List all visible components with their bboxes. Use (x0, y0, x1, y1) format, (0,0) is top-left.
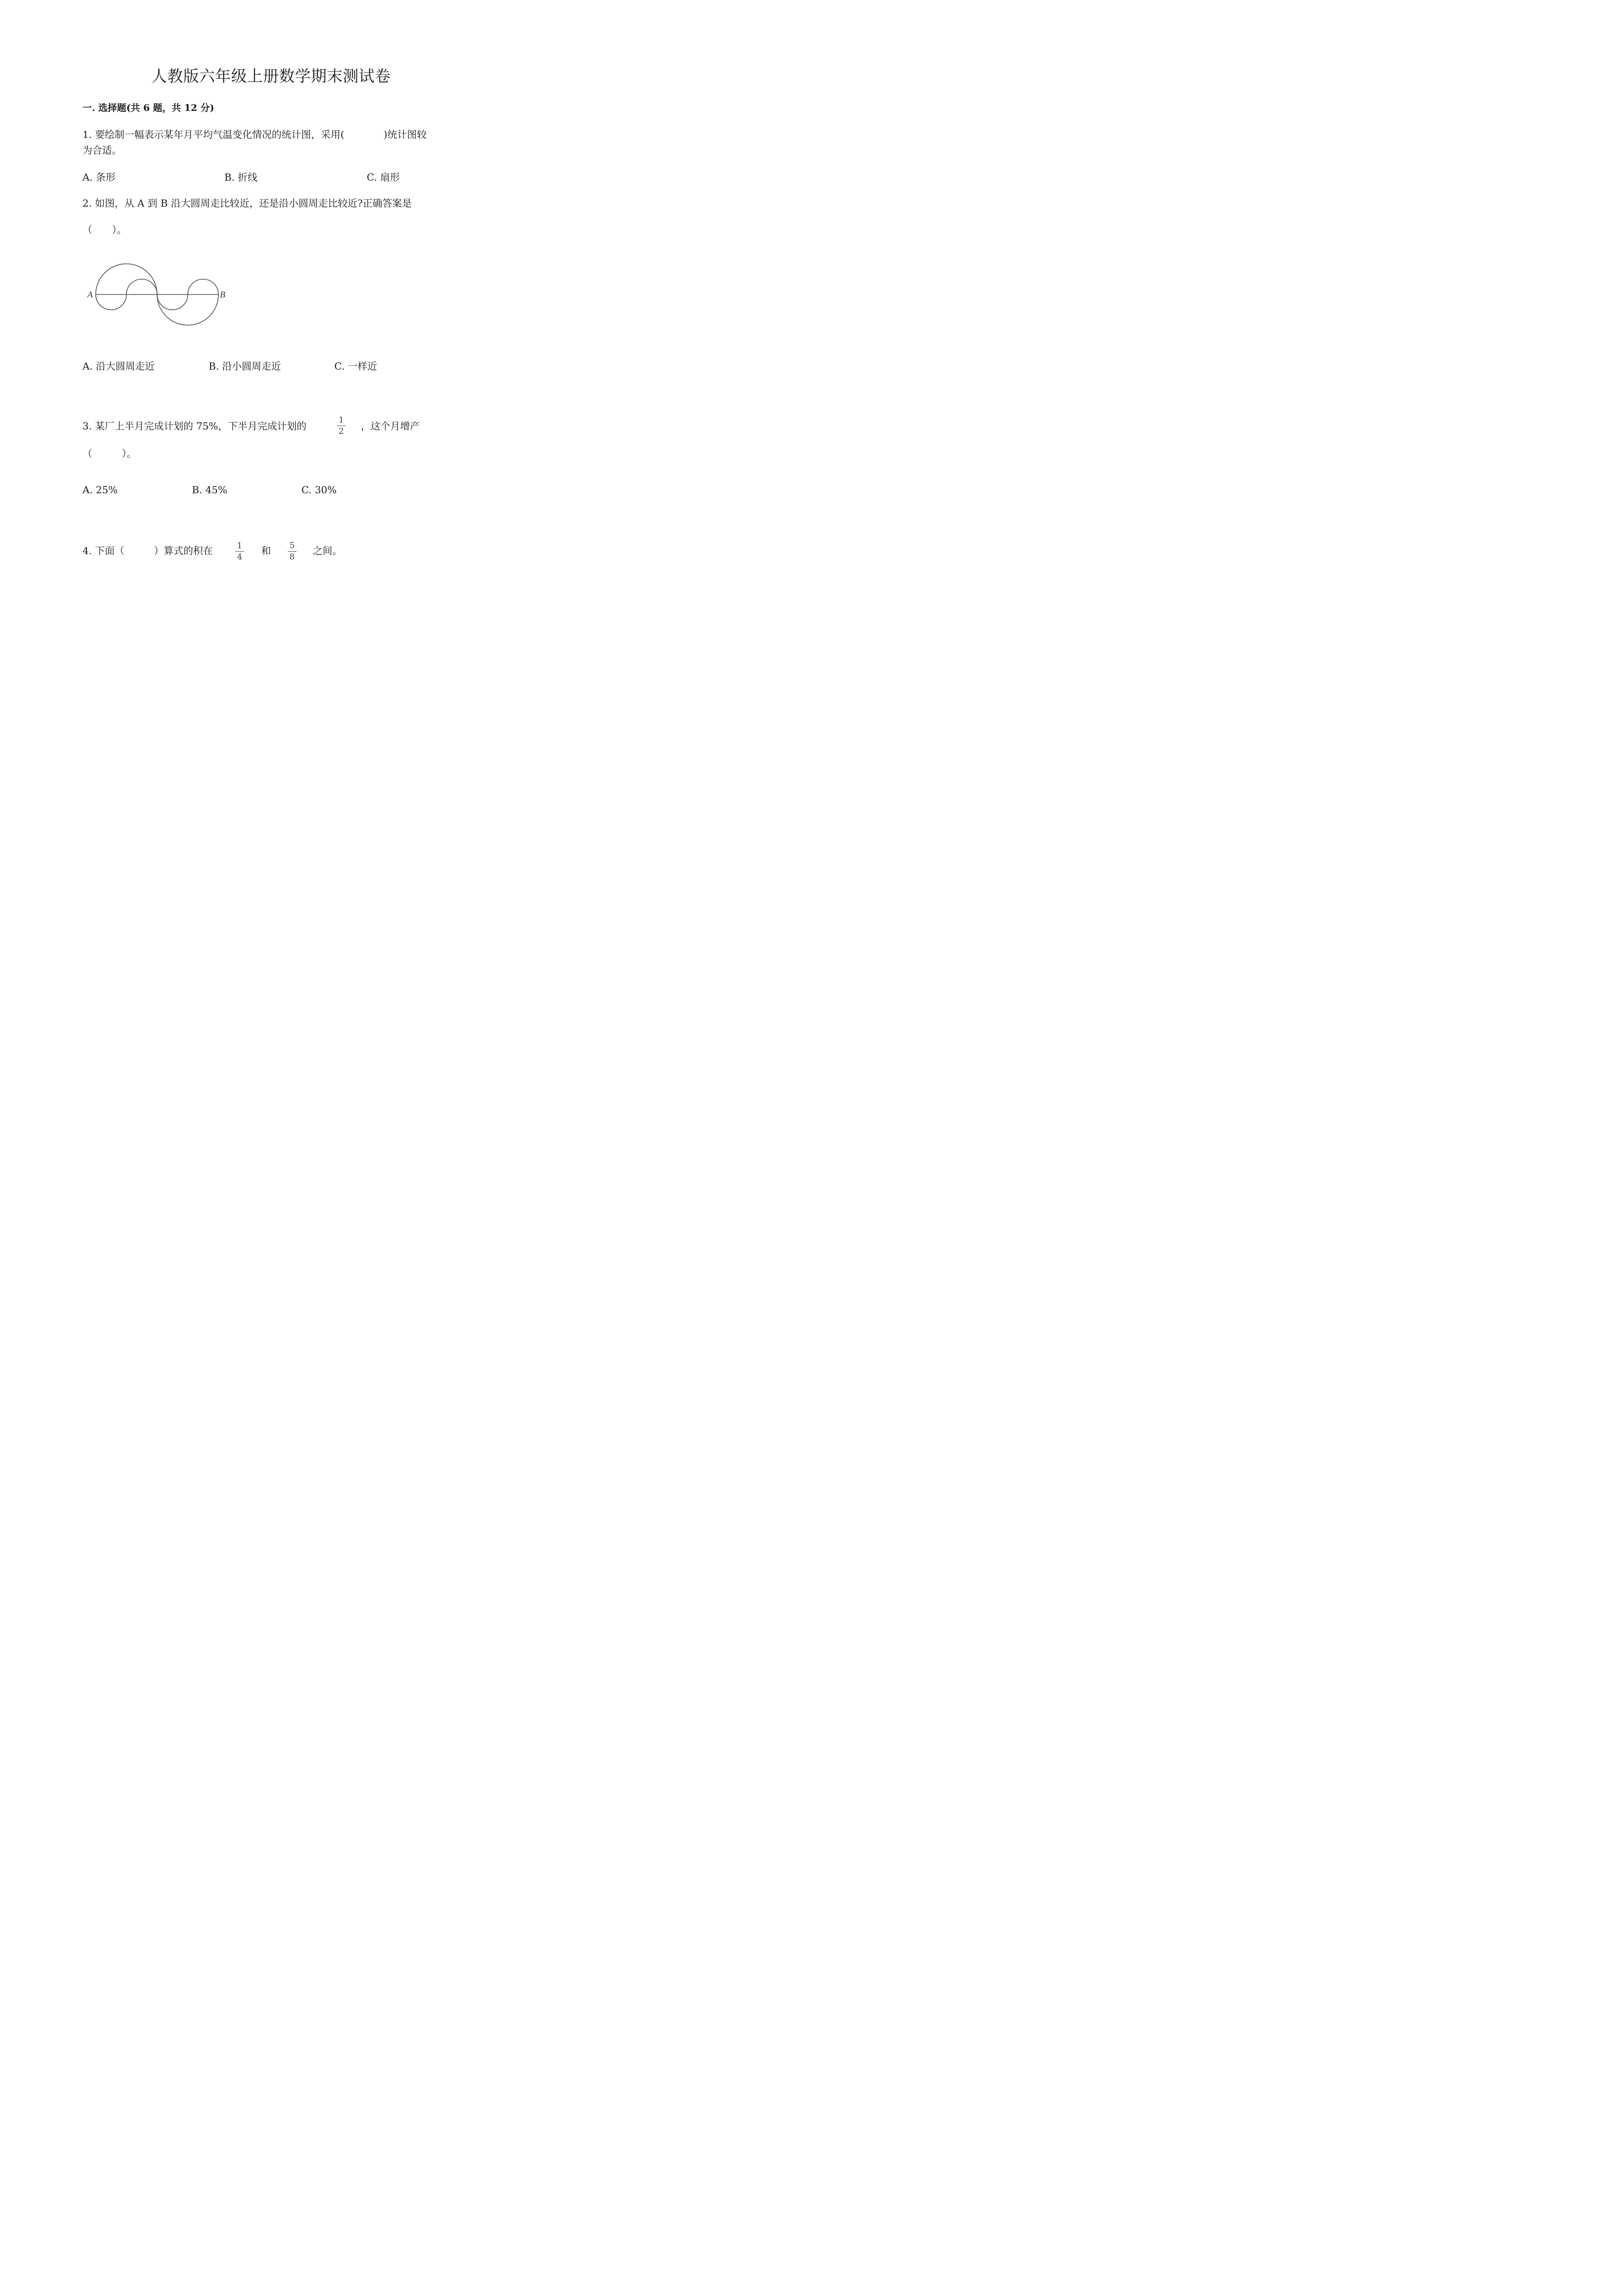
question-4-text-after: 之间。 (313, 545, 342, 557)
small-arc-1 (96, 294, 127, 310)
question-2-line-2: （ ）。 (82, 224, 127, 236)
question-4-fraction-1 (234, 541, 245, 562)
question-3-option-c: C. 30% (301, 484, 337, 496)
question-2-line-1: 2. 如图，从 A 到 B 沿大圆周走比较近，还是沿小圆周走比较近?正确答案是 (82, 197, 412, 209)
large-arc-upper (96, 264, 157, 295)
question-4-middle: 和 (261, 545, 271, 557)
point-b-label: B (220, 290, 225, 299)
question-3-option-a: A. 25% (82, 484, 118, 496)
fraction-bar (288, 551, 297, 552)
section-heading: 一. 选择题(共 6 题，共 12 分) (82, 103, 215, 113)
question-2-option-c: C. 一样近 (334, 360, 378, 372)
fraction-numerator: 1 (338, 415, 344, 425)
question-2-option-b: B. 沿小圆周走近 (209, 360, 281, 372)
fraction-denominator: 2 (338, 427, 344, 436)
question-3-option-b: B. 45% (192, 484, 227, 496)
question-3-text-after: ，这个月增产 (361, 420, 420, 432)
fraction-numerator: 1 (237, 541, 243, 551)
question-1-option-c: C. 扇形 (367, 171, 400, 183)
small-arc-2 (127, 279, 158, 294)
fraction-bar (235, 551, 244, 552)
question-1-option-a: A. 条形 (82, 171, 116, 183)
point-a-label: A (87, 290, 93, 299)
small-arc-3 (157, 294, 188, 310)
fraction-numerator: 5 (289, 541, 295, 551)
fraction-denominator: 4 (237, 552, 243, 562)
circles-path-figure (83, 258, 231, 329)
question-2-option-a: A. 沿大圆周走近 (82, 360, 155, 372)
page-title: 人教版六年级上册数学期末测试卷 (151, 67, 391, 85)
question-3-fraction (335, 415, 347, 436)
question-4-text-before: 4. 下面（ ）算式的积在 (82, 545, 213, 557)
question-1-option-b: B. 折线 (224, 171, 258, 183)
fraction-denominator: 8 (289, 552, 295, 562)
question-4-fraction-2 (286, 541, 298, 562)
large-arc-lower (157, 294, 218, 325)
question-1-line-1: 1. 要绘制一幅表示某年月平均气温变化情况的统计图，采用( )统计图较 (82, 129, 427, 140)
question-3-text-before: 3. 某厂上半月完成计划的 75%，下半月完成计划的 (82, 420, 307, 432)
question-3-line-2: （ ）。 (82, 448, 136, 459)
question-1-line-2: 为合适。 (82, 144, 122, 156)
small-arc-4 (188, 279, 219, 294)
